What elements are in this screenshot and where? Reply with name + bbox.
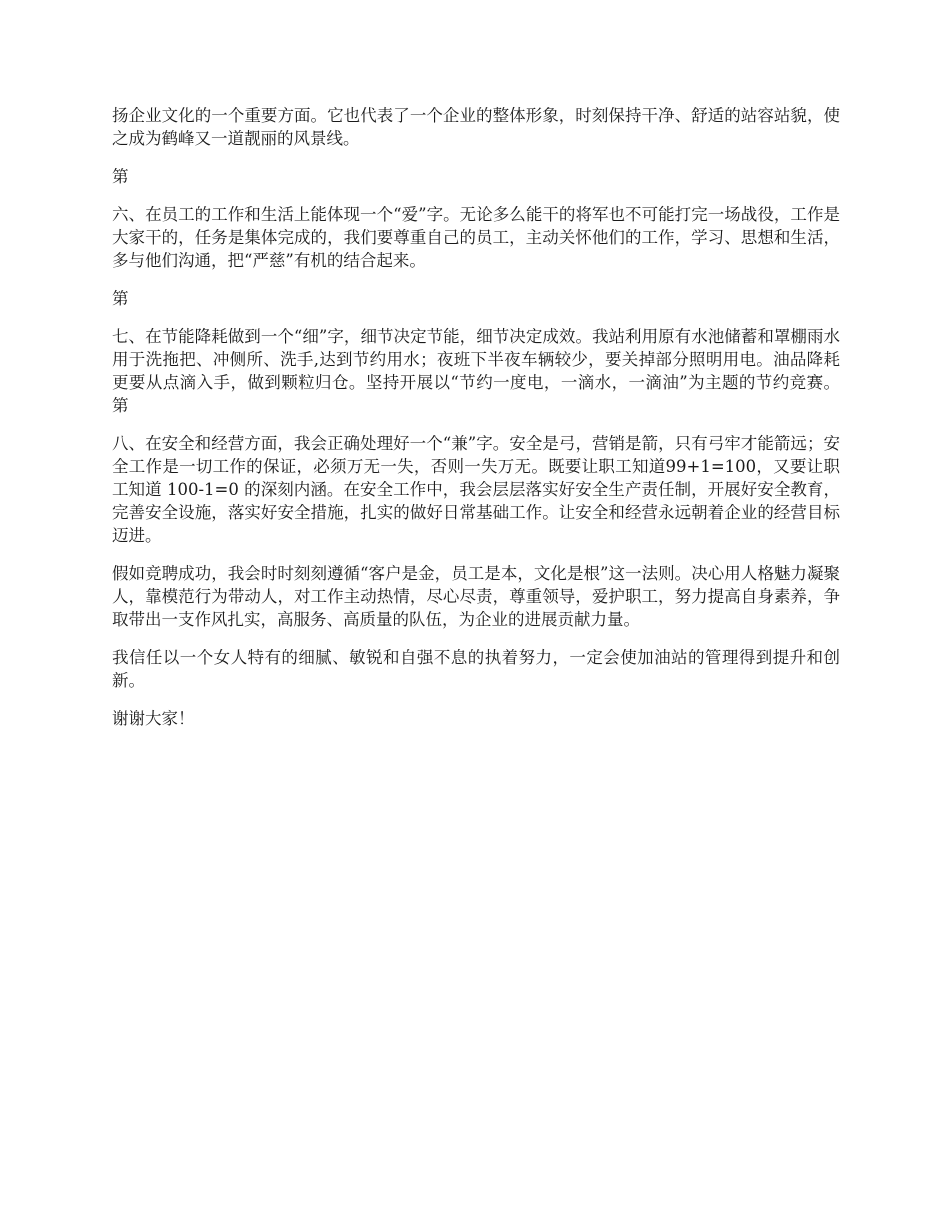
paragraph-item-eight: 八、在安全和经营方面，我会正确处理好一个“兼”字。安全是弓，营销是箭，只有弓牢才能箭远；安全工作是一切工作的保证，必须万无一失，否则一失万无。既要让职工知道99+1=100，又要让职工知道 100-1=0 的深刻内涵。在安全工作中，我会层层落实好安全生产责任制，开展好安全教育，完善安全设施，落实好安全措施，扎实的做好日常基础工作。让安全和经营永远朝着企业的经营目标迈进。 [112,434,840,545]
paragraph-intro: 扬企业文化的一个重要方面。它也代表了一个企业的整体形象，时刻保持干净、舒适的站容站貌，使之成为鹤峰又一道靓丽的风景线。 [112,106,840,148]
paragraph-item-seven: 七、在节能降耗做到一个“细”字，细节决定节能，细节决定成效。我站利用原有水池储蓄和罩棚雨水用于洗拖把、冲侧所、洗手,达到节约用水；夜班下半夜车辆较少，要关掉部分照明用电。油品降耗更要从点滴入手，做到颗粒归仓。坚持开展以“节约一度电，一滴水，一滴油”为主题的节约竞赛。 第 [112,327,840,415]
paragraph-confidence: 我信任以一个女人特有的细腻、敏锐和自强不息的执着努力，一定会使加油站的管理得到提升和创新。 [112,648,840,690]
paragraph-marker-1: 第 [112,167,129,186]
paragraph-item-six: 六、在员工的工作和生活上能体现一个“爱”字。无论多么能干的将军也不可能打完一场战役，工作是大家干的，任务是集体完成的，我们要尊重自己的员工，主动关怀他们的工作，学习、思想和生活，多与他们沟通，把“严慈”有机的结合起来。 [112,205,840,270]
paragraph-if-successful: 假如竞聘成功，我会时时刻刻遵循“客户是金，员工是本，文化是根”这一法则。决心用人格魅力凝聚人，靠模范行为带动人，对工作主动热情，尽心尽责，尊重领导，爱护职工，努力提高自身素养，争取带出一支作风扎实，高服务、高质量的队伍，为企业的进展贡献力量。 [112,564,840,629]
paragraph-thanks: 谢谢大家！ [112,709,195,728]
paragraph-marker-2: 第 [112,289,129,308]
document-page [112,104,840,745]
